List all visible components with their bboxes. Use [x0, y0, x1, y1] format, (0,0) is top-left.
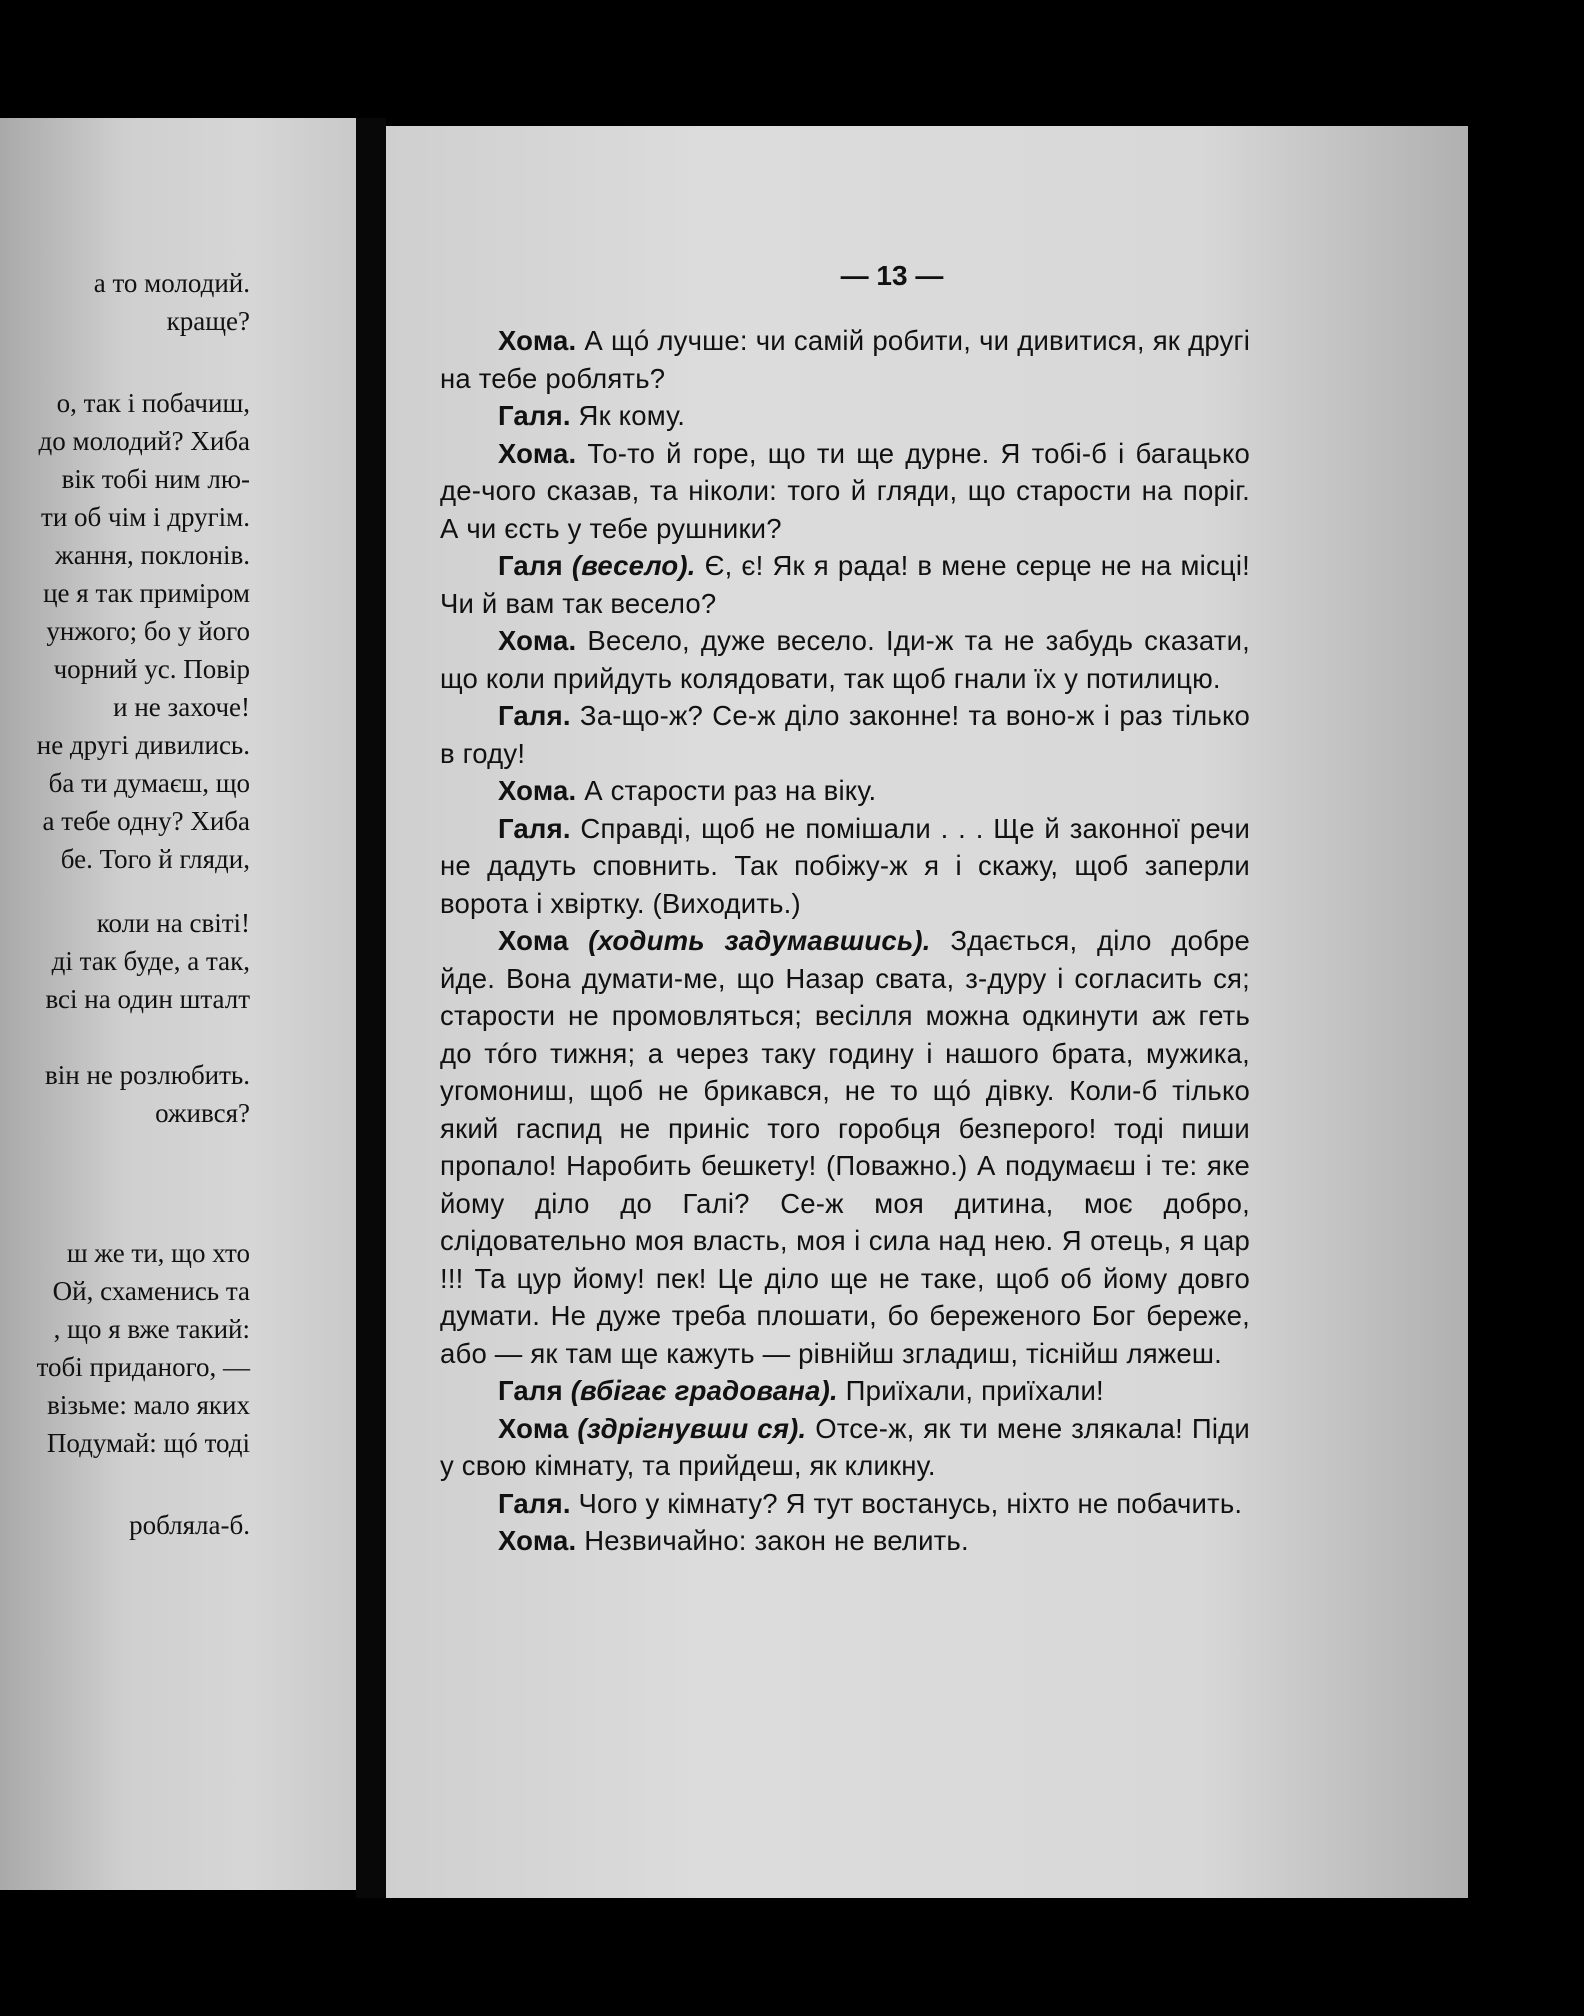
dialogue-text: Незвичайно: закон не велить. [584, 1525, 969, 1556]
dialogue-paragraph [440, 810, 1250, 923]
dialogue-text: Отсе-ж, як ти мене злякала! Піди у свою кімнату, та прийдеш, як кликну. [440, 1412, 1250, 1481]
left-page-line: жання, поклонів. [55, 540, 250, 570]
left-page-line: чорний ус. Повір [53, 654, 250, 684]
left-page-line: візьме: мало яких [47, 1390, 250, 1420]
speaker-name: Хома [498, 1412, 569, 1444]
dialogue-paragraph [440, 922, 1250, 1372]
stage-direction: (здрігнувши ся). [577, 1412, 807, 1444]
dialogue-paragraph [440, 772, 1250, 810]
dialogue-text: Чого у кімнату? Я тут востанусь, ніхто не побачить. [578, 1487, 1243, 1519]
dialogue-text: Здається, діло добре йде. Вона думати-ме, що Назар свата, з-дуру і согласить ся; старости не промовляться; весілля можна одкинути аж геть до тóго тижня; а через таку годину і нашого брата, мужика, угомониш, щоб не брикався, не то щó дівку. Коли-б тілько який гаспид не приніс того горобця безперого! тоді пиши пропало! Наробить бешкету! (Поважно.) А подумаєш і те: яке йому діло до Галі? Се-ж моя дитина, моє добро, слідовательно моя власть, моя і сила над нею. Я отець, я цар !!! Та цур йому! пек! Це діло ще не таке, щоб об йому довго думати. Не дуже треба плошати, бо береженого Бог береже, або — як там ще кажуть — рівнійш згладиш, тіснійш ляжеш. [440, 925, 1251, 1369]
speaker-name: Галя [498, 550, 563, 581]
speaker-name: Хома. [498, 625, 577, 656]
left-page-line: , що я вже такий: [53, 1314, 250, 1344]
speaker-name: Галя. [498, 1487, 571, 1519]
left-page-line: о, так і побачиш, [56, 388, 250, 418]
speaker-name: Хома. [498, 325, 577, 356]
dialogue-text: То-то й горе, що ти ще дурне. Я тобі-б і багацько де-чого сказав, та ніколи: того й гляди, що старости на поріг. А чи єсть у тебе рушники? [440, 437, 1250, 544]
left-page-line: ба ти думаєш, що [48, 768, 250, 798]
dialogue-paragraph [440, 435, 1250, 548]
left-page-line: бе. Того й гляди, [60, 844, 250, 874]
dialogue-text: Приїхали, приїхали! [845, 1375, 1104, 1406]
dialogue-text: А старости раз на віку. [584, 775, 877, 806]
dialogue-text: А щó лучше: чи самій робити, чи дивитися, як другі на тебе роблять? [440, 325, 1251, 394]
speaker-name: Хома [498, 925, 569, 956]
left-page-line: коли на світі! [96, 908, 250, 938]
book-gutter [356, 118, 386, 1898]
stage-direction: (вбігає градована). [570, 1375, 838, 1406]
dialogue-text: Весело, дуже весело. Іди-ж та не забудь сказати, що коли прийдуть колядовати, так щоб гнали їх у потилицю. [440, 625, 1251, 694]
left-page-line: а тебе одну? Хиба [42, 806, 250, 836]
left-page-line: Подумай: щó тоді [46, 1428, 250, 1458]
left-page-line: це я так приміром [43, 578, 250, 608]
left-page-line: Ой, схаменись та [52, 1276, 250, 1306]
dialogue-paragraph [440, 1485, 1250, 1523]
stage-direction: (ходить задумавшись). [588, 925, 931, 956]
left-page-line: ді так буде, а так, [51, 946, 250, 976]
left-page-line: ожився? [155, 1098, 250, 1128]
dialogue-paragraph [440, 1372, 1250, 1410]
speaker-name: Хома. [498, 775, 577, 806]
speaker-name: Галя. [498, 812, 571, 844]
page-text [440, 322, 1250, 1560]
left-page-line: а то молодий. [93, 268, 250, 298]
left-page-line: вік тобі ним лю- [61, 464, 250, 494]
left-page-line: до молодий? Хиба [38, 426, 250, 456]
dialogue-paragraph [440, 1522, 1250, 1560]
dialogue-paragraph [440, 1410, 1250, 1485]
speaker-name: Галя. [498, 700, 571, 731]
dialogue-text: Справді, щоб не помішали . . . Ще й законної речи не дадуть сповнить. Так побіжу-ж я і скажу, щоб заперли ворота і хвіртку. (Виходить.) [440, 812, 1250, 919]
left-page-line: тобі приданого, — [36, 1352, 250, 1382]
dialogue-paragraph [440, 622, 1250, 697]
left-page-line: краще? [166, 306, 250, 336]
right-page [386, 126, 1468, 1898]
dialogue-text: Як кому. [578, 400, 686, 431]
left-page-line: він не розлюбить. [45, 1060, 250, 1090]
dialogue-paragraph [440, 397, 1250, 435]
left-page-line: ти об чім і другім. [41, 502, 250, 532]
page-number: — 13 — [840, 260, 944, 291]
left-page-line: всі на один шталт [45, 984, 250, 1014]
speaker-name: Галя [498, 1375, 563, 1406]
dialogue-paragraph [440, 322, 1250, 397]
speaker-name: Хома. [498, 1525, 577, 1556]
speaker-name: Галя. [498, 400, 571, 431]
dialogue-text: Є, є! Як я рада! в мене серце не на місці! Чи й вам так весело? [440, 550, 1251, 619]
left-page-line: не другі дивились. [36, 730, 250, 760]
left-page-line: ш же ти, що хто [66, 1238, 250, 1268]
left-page-line: и не захоче! [113, 692, 250, 722]
dialogue-paragraph [440, 547, 1250, 622]
dialogue-paragraph [440, 697, 1250, 772]
left-page-line: робляла-б. [129, 1510, 250, 1540]
stage-direction: (весело). [571, 550, 696, 581]
dialogue-text: За-що-ж? Се-ж діло законне! та воно-ж і раз тілько в году! [440, 700, 1250, 769]
left-page-line: унжого; бо у його [46, 616, 250, 646]
left-page [0, 118, 356, 1890]
speaker-name: Хома. [498, 437, 577, 469]
